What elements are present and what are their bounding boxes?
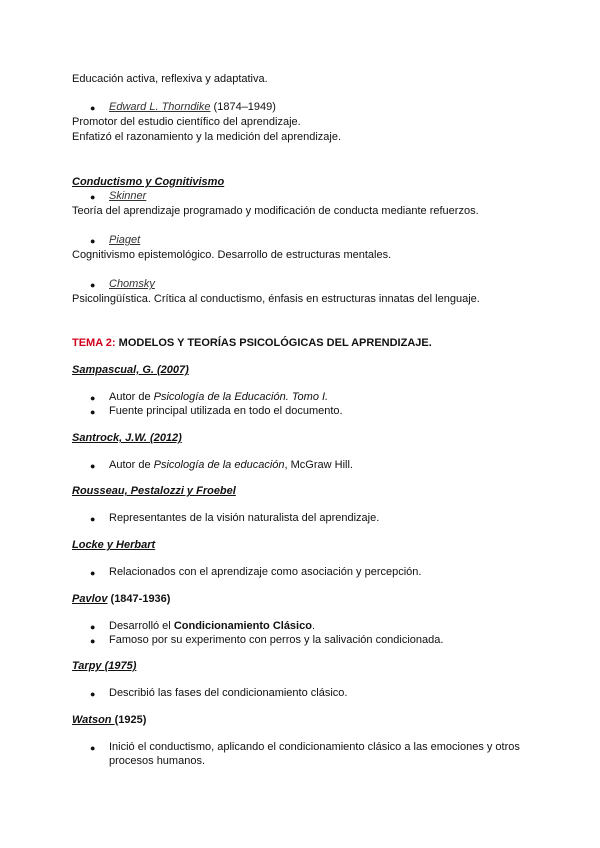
bullet-icon: ● — [90, 568, 96, 578]
tema2-heading — [72, 336, 432, 350]
rousseau-heading: Rousseau, Pestalozzi y Froebel — [72, 485, 236, 497]
santrock-b1-pre: Autor de — [109, 459, 154, 471]
bullet-icon: ● — [90, 280, 96, 290]
tarpy-item-1: Describió las fases del condicionamiento clásico. — [109, 687, 348, 699]
rousseau-item-1: Representantes de la visión naturalista del aprendizaje. — [109, 512, 380, 524]
sampascual-b1-title: Psicología de la Educación. Tomo I. — [153, 391, 329, 403]
bullet-icon: ● — [90, 407, 96, 417]
conductismo-heading: Conductismo y Cognitivismo — [72, 176, 225, 188]
pavlov-heading-line — [72, 592, 170, 606]
piaget-link[interactable]: Piaget — [109, 234, 141, 246]
bullet-icon: ● — [90, 236, 96, 246]
pavlov-b1-pre: Desarrolló el — [109, 620, 174, 632]
santrock-heading: Santrock, J.W. (2012) — [72, 432, 182, 444]
skinner-desc: Teoría del aprendizaje programado y modificación de conducta mediante refuerzos. — [72, 205, 479, 217]
santrock-item-1 — [109, 458, 353, 472]
chomsky-item — [109, 277, 155, 291]
tema2-prefix: TEMA 2: — [72, 337, 116, 349]
intro-line: Educación activa, reflexiva y adaptativa. — [72, 73, 268, 85]
pavlov-b1-post: . — [311, 620, 316, 632]
bullet-icon: ● — [90, 514, 96, 524]
thorndike-link[interactable]: Edward L. Thorndike — [109, 101, 211, 113]
thorndike-desc-1: Promotor del estudio científico del aprendizaje. — [72, 116, 301, 128]
locke-heading: Locke y Herbart — [72, 539, 156, 551]
pavlov-b1-bold: Condicionamiento Clásico — [173, 620, 312, 632]
chomsky-link[interactable]: Chomsky — [109, 278, 155, 290]
thorndike-years: (1874–1949) — [210, 101, 276, 113]
thorndike-item — [109, 100, 276, 114]
bullet-icon: ● — [90, 103, 96, 113]
pavlov-heading: Pavlov — [72, 593, 108, 605]
bullet-icon: ● — [90, 622, 96, 632]
santrock-b1-title: Psicología de la educación — [153, 459, 285, 471]
bullet-icon: ● — [90, 689, 96, 699]
bullet-icon: ● — [90, 636, 96, 646]
tema2-title: MODELOS Y TEORÍAS PSICOLÓGICAS DEL APRENDIZAJE. — [115, 337, 432, 349]
skinner-link[interactable]: Skinner — [109, 190, 147, 202]
tarpy-heading: Tarpy (1975) — [72, 660, 137, 672]
chomsky-desc: Psicolingüística. Crítica al conductismo, énfasis en estructuras innatas del lenguaje. — [72, 293, 480, 305]
santrock-b1-post: , McGraw Hill. — [284, 459, 353, 471]
watson-heading: Watson — [72, 714, 115, 726]
watson-years: (1925) — [114, 714, 147, 726]
sampascual-heading: Sampascual, G. (2007) — [72, 364, 189, 376]
skinner-item — [109, 189, 146, 203]
watson-item-1-line-1: Inició el conductismo, aplicando el condicionamiento clásico a las emociones y otros — [109, 741, 520, 753]
sampascual-b1-pre: Autor de — [109, 391, 154, 403]
piaget-desc: Cognitivismo epistemológico. Desarrollo de estructuras mentales. — [72, 249, 392, 261]
bullet-icon: ● — [90, 192, 96, 202]
thorndike-desc-2: Enfatizó el razonamiento y la medición del aprendizaje. — [72, 131, 342, 143]
piaget-item — [109, 233, 140, 247]
sampascual-item-1 — [109, 390, 328, 404]
bullet-icon: ● — [90, 743, 96, 753]
bullet-icon: ● — [90, 393, 96, 403]
watson-item-1-line-2: procesos humanos. — [109, 755, 205, 767]
pavlov-item-2: Famoso por su experimento con perros y la salivación condicionada. — [109, 634, 444, 646]
sampascual-item-2: Fuente principal utilizada en todo el documento. — [109, 405, 343, 417]
watson-heading-line — [72, 713, 146, 727]
locke-item-1: Relacionados con el aprendizaje como asociación y percepción. — [109, 566, 422, 578]
pavlov-item-1 — [109, 619, 315, 633]
bullet-icon: ● — [90, 461, 96, 471]
pavlov-years: (1847-1936) — [107, 593, 171, 605]
